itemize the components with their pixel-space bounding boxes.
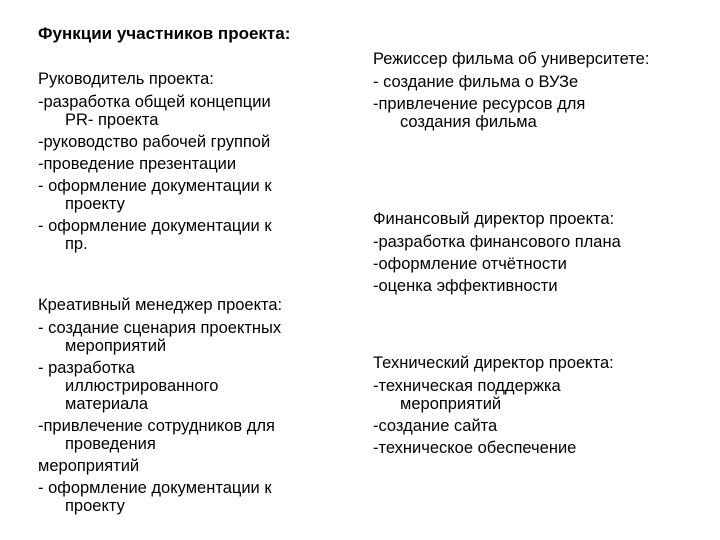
duty-line: - оформление документации к	[38, 177, 272, 195]
duty-line-continuation: создания фильма	[400, 113, 537, 131]
role-block-creative	[38, 296, 282, 516]
duty-line: -создание сайта	[373, 417, 498, 435]
duty-line: -оформление отчётности	[373, 255, 567, 273]
duty-line-continuation: иллюстрированного	[65, 377, 219, 395]
role-block-finance	[373, 210, 621, 296]
role-heading-leader: Руководитель проекта:	[38, 70, 214, 88]
role-heading-tech: Технический директор проекта:	[373, 354, 614, 372]
duty-line: - оформление документации к	[38, 217, 272, 235]
duty-line: -разработка общей концепции	[38, 93, 271, 111]
duty-line-continuation: PR- проекта	[65, 111, 159, 129]
role-block-tech	[373, 354, 614, 458]
page-title: Функции участников проекта:	[38, 24, 291, 43]
duty-line: -проведение презентации	[38, 155, 237, 173]
duty-line-continuation: проведения	[65, 435, 156, 453]
role-heading-creative: Креативный менеджер проекта:	[38, 296, 283, 314]
duty-line: -оценка эффективности	[373, 277, 558, 295]
duty-line: -руководство рабочей группой	[38, 133, 271, 151]
duty-line: мероприятий	[38, 457, 140, 475]
duty-line: -техническое обеспечение	[373, 439, 577, 457]
duty-line-continuation: проекту	[65, 497, 125, 515]
duty-line: - создание фильма о ВУЗе	[373, 73, 579, 91]
duty-line: - разработка	[38, 359, 135, 377]
duty-line-continuation: мероприятий	[400, 395, 502, 413]
duty-line-continuation: пр.	[65, 235, 88, 253]
duty-line-continuation: проекту	[65, 195, 125, 213]
duty-line: - создание сценария проектных	[38, 319, 282, 337]
role-heading-director: Режиссер фильма об университете:	[373, 50, 650, 68]
role-heading-finance: Финансовый директор проекта:	[373, 210, 615, 228]
duty-line: -разработка финансового плана	[373, 233, 621, 251]
duty-line-continuation: материала	[65, 395, 149, 413]
duty-line: - оформление документации к	[38, 479, 272, 497]
duty-line-continuation: мероприятий	[65, 337, 167, 355]
duty-line: -привлечение ресурсов для	[373, 95, 586, 113]
duty-line: -техническая поддержка	[373, 377, 561, 395]
role-block-leader	[38, 70, 272, 254]
role-block-director	[373, 50, 649, 132]
duty-line: -привлечение сотрудников для	[38, 417, 275, 435]
